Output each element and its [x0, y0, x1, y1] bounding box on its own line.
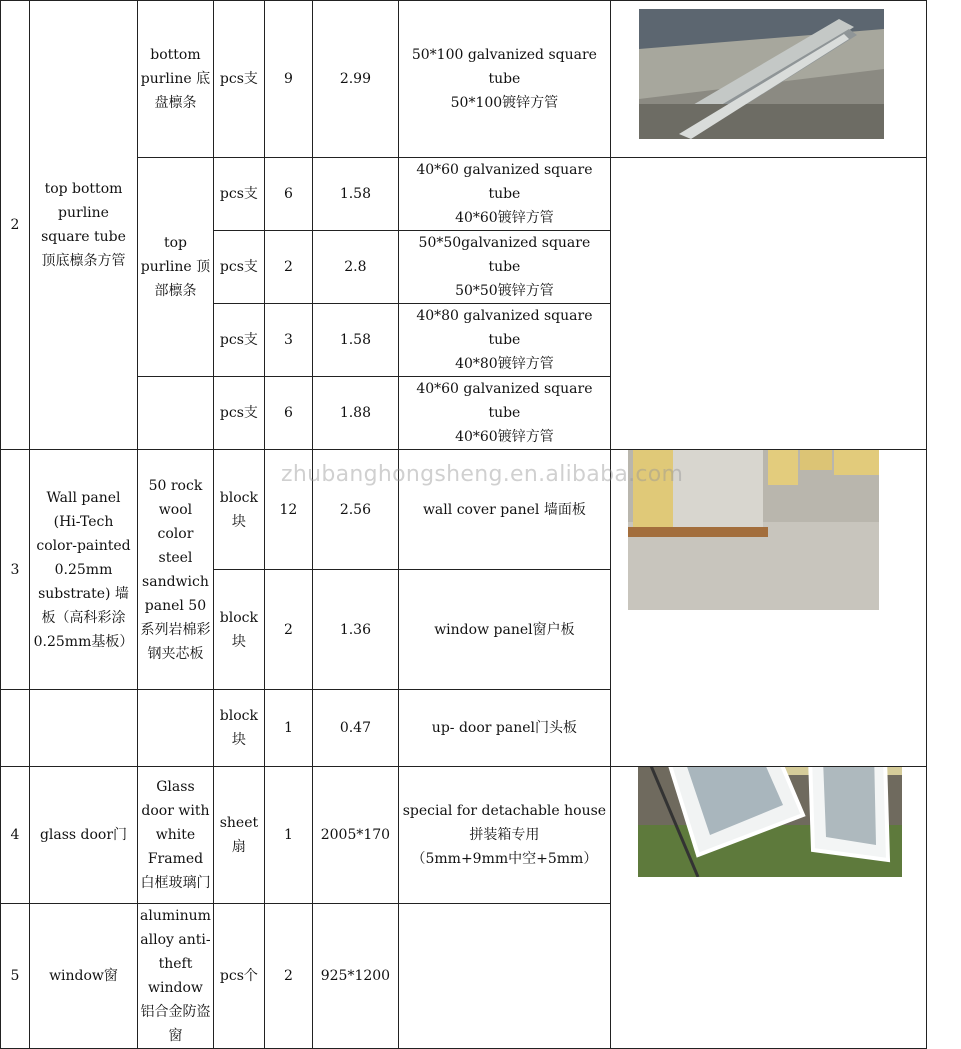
- length-cell: 2.56: [312, 450, 398, 570]
- length-cell: 0.47: [312, 690, 398, 767]
- unit-cell: block块: [213, 450, 264, 570]
- length-cell: 1.36: [312, 570, 398, 690]
- table-row: [1, 450, 927, 570]
- length-cell: 1.88: [312, 377, 398, 450]
- spec-en: 40*60 galvanized square tube: [416, 381, 593, 421]
- qty-cell: 1: [264, 690, 312, 767]
- unit-cell: pcs支: [213, 377, 264, 450]
- row-number: 2: [1, 1, 30, 450]
- unit-cell: block块: [213, 690, 264, 767]
- spec-cell: [398, 158, 610, 231]
- spec-en: 50*100 galvanized square tube: [411, 47, 597, 87]
- spec-en: 40*80 galvanized square tube: [416, 308, 593, 348]
- row-number: 3: [1, 450, 30, 690]
- spec-en: 40*60 galvanized square tube: [416, 162, 593, 202]
- spec-cn: 50*100镀锌方管: [450, 95, 559, 111]
- unit-cell: pcs支: [213, 231, 264, 304]
- row-number: 5: [1, 904, 30, 1049]
- sub-item: top purline 顶部檩条: [138, 158, 214, 377]
- empty-cell: [138, 377, 214, 450]
- sub-item: aluminum alloy anti-theft window 铝合金防盗窗: [138, 904, 214, 1049]
- spec-cell: [398, 377, 610, 450]
- spec-cn: 40*60镀锌方管: [455, 429, 554, 445]
- qty-cell: 12: [264, 450, 312, 570]
- empty-cell: [30, 690, 138, 767]
- empty-cell: [138, 690, 214, 767]
- table-row: [1, 1, 927, 158]
- unit-cell: sheet扇: [213, 767, 264, 904]
- item-name: glass door门: [30, 767, 138, 904]
- sub-item: bottom purline 底盘檩条: [138, 1, 214, 158]
- row-number: 4: [1, 767, 30, 904]
- size-cell: 2005*170: [312, 767, 398, 904]
- qty-cell: 2: [264, 904, 312, 1049]
- spec-cn: 40*60镀锌方管: [455, 210, 554, 226]
- spec-cell: [398, 1, 610, 158]
- unit-cell: pcs支: [213, 304, 264, 377]
- spec-cell: window panel窗户板: [398, 570, 610, 690]
- unit-cell: pcs个: [213, 904, 264, 1049]
- empty-cell: [1, 690, 30, 767]
- glass-door-photo: [638, 767, 902, 878]
- length-cell: 2.99: [312, 1, 398, 158]
- qty-cell: 2: [264, 570, 312, 690]
- item-name: Wall panel (Hi-Tech color-painted 0.25mm substrate) 墙板（高科彩涂0.25mm基板）: [30, 450, 138, 690]
- qty-cell: 6: [264, 377, 312, 450]
- photo-cell: [610, 767, 926, 1049]
- watermark: zhubanghongsheng.en.alibaba.com: [281, 462, 684, 487]
- photo-cell: [610, 450, 926, 767]
- bottom-purline-photo: [639, 9, 884, 139]
- spec-cn: 40*80镀锌方管: [455, 356, 554, 372]
- qty-cell: 6: [264, 158, 312, 231]
- spec-cn: 拼装箱专用: [469, 827, 540, 843]
- sub-item: 50 rock wool color steel sandwich panel 50系列岩棉彩钢夹芯板: [138, 450, 214, 690]
- size-cell: 925*1200: [312, 904, 398, 1049]
- photo-cell: [610, 158, 926, 450]
- table-row: [1, 767, 927, 904]
- length-cell: 2.8: [312, 231, 398, 304]
- length-cell: 1.58: [312, 158, 398, 231]
- spec-cn: 50*50镀锌方管: [455, 283, 554, 299]
- unit-cell: block块: [213, 570, 264, 690]
- sub-item: Glass door with white Framed 白框玻璃门: [138, 767, 214, 904]
- spec-en: special for detachable house: [402, 803, 607, 819]
- item-name: top bottom purline square tube 顶底檩条方管: [30, 1, 138, 450]
- spec-en: 50*50galvanized square tube: [418, 235, 591, 275]
- qty-cell: 9: [264, 1, 312, 158]
- qty-cell: 2: [264, 231, 312, 304]
- item-name: window窗: [30, 904, 138, 1049]
- wall-panel-photo: [628, 450, 879, 611]
- unit-cell: pcs支: [213, 158, 264, 231]
- spec-cell: [398, 304, 610, 377]
- qty-cell: 3: [264, 304, 312, 377]
- spec-detail: （5mm+9mm中空+5mm）: [411, 851, 598, 867]
- spec-cell: up- door panel门头板: [398, 690, 610, 767]
- photo-cell: [610, 1, 926, 158]
- spec-cell: [398, 767, 610, 904]
- spec-cell: [398, 231, 610, 304]
- length-cell: 1.58: [312, 304, 398, 377]
- spec-cell: wall cover panel 墙面板: [398, 450, 610, 570]
- table-row: [1, 158, 927, 231]
- unit-cell: pcs支: [213, 1, 264, 158]
- qty-cell: 1: [264, 767, 312, 904]
- empty-cell: [398, 904, 610, 1049]
